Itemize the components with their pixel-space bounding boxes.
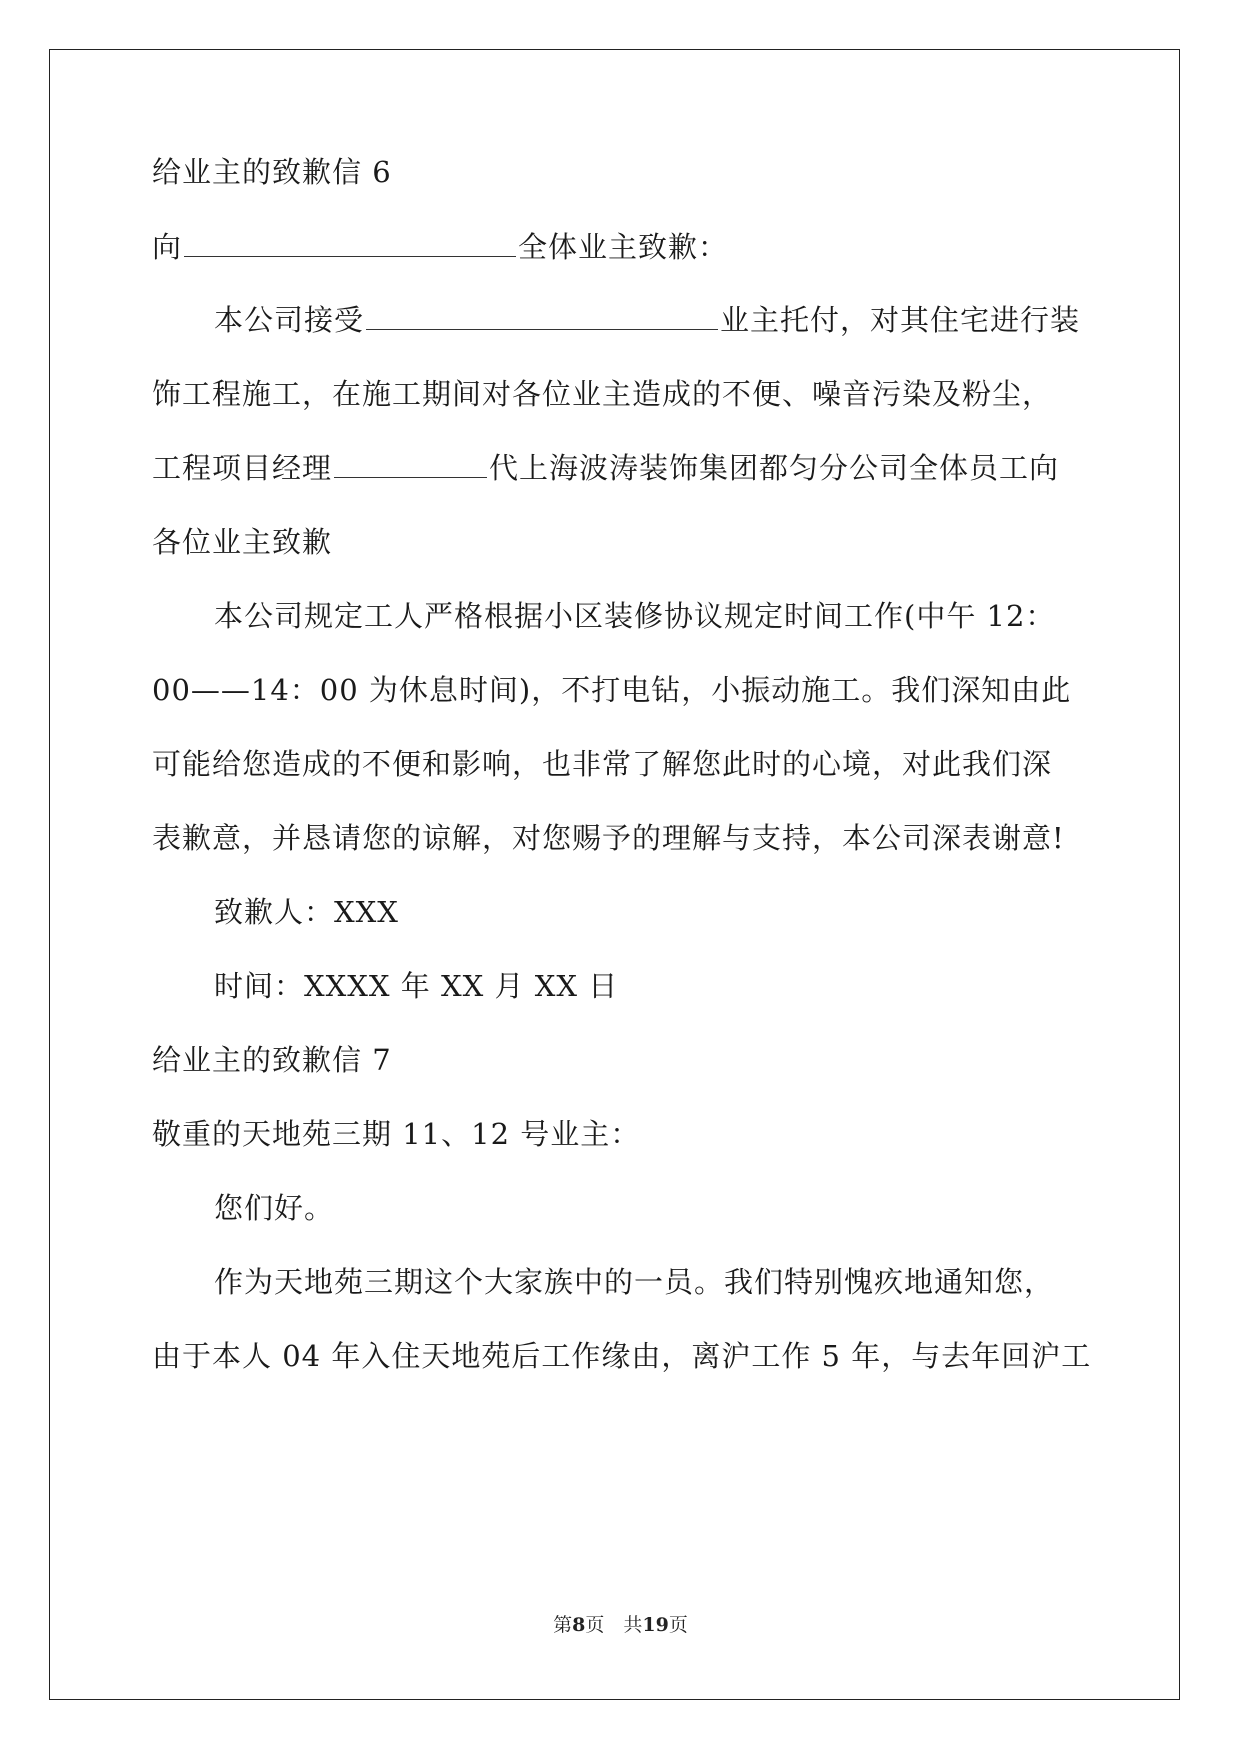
paragraph-2-line-1: 本公司规定工人严格根据小区装修协议规定时间工作(中午 12： (214, 599, 1056, 633)
paragraph-1-line-1 (214, 300, 1080, 340)
page-footer (0, 1613, 1241, 1637)
addressee-blank (184, 228, 516, 257)
date-line: 时间：XXXX 年 XX 月 XX 日 (214, 969, 619, 1003)
owner-blank (366, 301, 718, 330)
addressee-prefix: 向 (152, 230, 183, 264)
footer-prefix: 第 (553, 1614, 573, 1636)
footer-mid: 页 共 (585, 1614, 643, 1636)
p1-text-a: 本公司接受 (214, 303, 365, 337)
paragraph-1-line-3 (152, 448, 1059, 488)
heading-letter-7: 给业主的致歉信 7 (152, 1043, 392, 1077)
greeting-line: 敬重的天地苑三期 11、12 号业主： (152, 1117, 641, 1151)
signer-line: 致歉人：XXX (214, 895, 399, 929)
paragraph-1-line-4: 各位业主致歉 (152, 525, 333, 559)
paragraph-2-line-2: 00——14：00 为休息时间)，不打电钻，小振动施工。我们深知由此 (152, 673, 1072, 707)
footer-suffix: 页 (668, 1614, 688, 1636)
paragraph-2-line-3: 可能给您造成的不便和影响，也非常了解您此时的心境，对此我们深 (152, 747, 1053, 781)
heading-letter-6: 给业主的致歉信 6 (152, 155, 392, 189)
p1-text-b: 业主托付，对其住宅进行装 (720, 303, 1081, 337)
addressee-line (152, 227, 728, 267)
footer-total-pages: 19 (642, 1614, 669, 1636)
page-border (49, 49, 1180, 1700)
p1-manager-label: 工程项目经理 (152, 451, 333, 485)
paragraph-1-line-2: 饰工程施工，在施工期间对各位业主造成的不便、噪音污染及粉尘， (152, 377, 1053, 411)
paragraph-3-line-2: 由于本人 04 年入住天地苑后工作缘由，离沪工作 5 年，与去年回沪工 (152, 1339, 1092, 1373)
p1-text-c: 代上海波涛装饰集团都匀分公司全体员工向 (489, 451, 1060, 485)
paragraph-2-line-4: 表歉意，并恳请您的谅解，对您赐予的理解与支持，本公司深表谢意! (152, 821, 1065, 855)
manager-blank (334, 449, 487, 478)
footer-page-number: 8 (572, 1614, 586, 1636)
addressee-suffix: 全体业主致歉： (518, 230, 729, 264)
paragraph-3-line-1: 作为天地苑三期这个大家族中的一员。我们特别愧疚地通知您， (214, 1265, 1055, 1299)
hello-line: 您们好。 (214, 1191, 335, 1225)
